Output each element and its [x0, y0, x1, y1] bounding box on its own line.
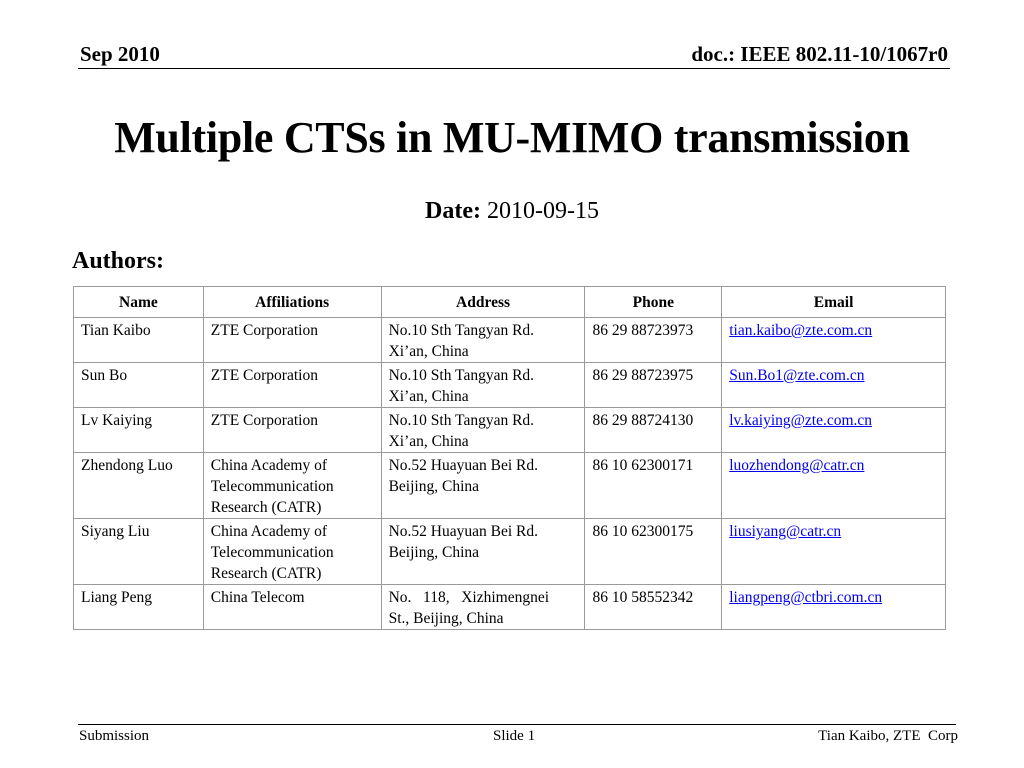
email-link[interactable]: liangpeng@ctbri.com.cn	[729, 589, 883, 606]
table-row	[74, 408, 946, 453]
col-header-email: Email	[722, 287, 946, 318]
header-date: Sep 2010	[80, 42, 160, 66]
header-doc-id: doc.: IEEE 802.11-10/1067r0	[691, 42, 948, 66]
affiliation-line: ZTE Corporation	[210, 367, 318, 384]
cell-phone: 86 10 62300171	[585, 453, 722, 519]
cell-affiliation	[203, 363, 381, 408]
table-row	[74, 363, 946, 408]
cell-address	[381, 408, 585, 453]
table-row	[74, 453, 946, 519]
affiliation-line: Telecommunication	[210, 478, 334, 495]
address-line: Xi’an, China	[388, 433, 469, 450]
table-row	[74, 318, 946, 363]
col-header-phone: Phone	[585, 287, 722, 318]
email-link[interactable]: tian.kaibo@zte.com.cn	[729, 322, 873, 339]
cell-affiliation	[203, 519, 381, 585]
slide-title: Multiple CTSs in MU-MIMO transmission	[114, 113, 910, 162]
cell-phone: 86 10 62300175	[585, 519, 722, 585]
address-line: St., Beijing, China	[388, 610, 504, 627]
email-link[interactable]: luozhendong@catr.cn	[729, 457, 865, 474]
cell-name: Siyang Liu	[74, 519, 204, 585]
footer-slide-number: Slide 1	[493, 728, 536, 744]
address-line: Xi’an, China	[388, 388, 469, 405]
date-label: Date:	[425, 198, 481, 224]
email-link[interactable]: lv.kaiying@zte.com.cn	[729, 412, 873, 429]
cell-name: Lv Kaiying	[74, 408, 204, 453]
col-header-name: Name	[74, 287, 204, 318]
address-line: No.10 Sth Tangyan Rd.	[388, 412, 535, 429]
affiliation-line: ZTE Corporation	[210, 412, 318, 429]
email-link[interactable]: Sun.Bo1@zte.com.cn	[729, 367, 865, 384]
cell-email	[722, 585, 946, 630]
affiliation-line: Research (CATR)	[210, 499, 322, 516]
table-row	[74, 585, 946, 630]
cell-address	[381, 453, 585, 519]
cell-email	[722, 363, 946, 408]
authors-table	[73, 286, 946, 630]
affiliation-line: Research (CATR)	[210, 565, 322, 582]
table-row	[74, 519, 946, 585]
cell-affiliation	[203, 408, 381, 453]
affiliation-line: China Telecom	[210, 589, 305, 606]
cell-address	[381, 585, 585, 630]
address-line: Beijing, China	[388, 478, 480, 495]
affiliation-line: ZTE Corporation	[210, 322, 318, 339]
affiliation-line: Telecommunication	[210, 544, 334, 561]
cell-name: Zhendong Luo	[74, 453, 204, 519]
affiliation-line: China Academy of	[210, 523, 327, 540]
footer-author: Tian Kaibo, ZTE Corp	[818, 728, 958, 744]
cell-name: Liang Peng	[74, 585, 204, 630]
cell-phone: 86 10 58552342	[585, 585, 722, 630]
address-line: No.10 Sth Tangyan Rd.	[388, 322, 535, 339]
cell-phone: 86 29 88724130	[585, 408, 722, 453]
cell-phone: 86 29 88723975	[585, 363, 722, 408]
cell-affiliation	[203, 318, 381, 363]
email-link[interactable]: liusiyang@catr.cn	[729, 523, 842, 540]
cell-email	[722, 453, 946, 519]
cell-name: Sun Bo	[74, 363, 204, 408]
cell-email	[722, 519, 946, 585]
address-line: No.10 Sth Tangyan Rd.	[388, 367, 535, 384]
cell-email	[722, 318, 946, 363]
footer-divider	[78, 724, 956, 725]
footer-submission: Submission	[79, 728, 150, 744]
cell-phone: 86 29 88723973	[585, 318, 722, 363]
col-header-address: Address	[381, 287, 585, 318]
address-line: No.52 Huayuan Bei Rd.	[388, 523, 538, 540]
date-line	[0, 198, 1024, 225]
authors-heading: Authors:	[72, 248, 165, 274]
col-header-affiliations: Affiliations	[203, 287, 381, 318]
affiliation-line: China Academy of	[210, 457, 327, 474]
table-header-row	[74, 287, 946, 318]
address-line: Xi’an, China	[388, 343, 469, 360]
cell-address	[381, 363, 585, 408]
header-divider	[78, 68, 950, 69]
cell-address	[381, 519, 585, 585]
address-line: Beijing, China	[388, 544, 480, 561]
cell-name: Tian Kaibo	[74, 318, 204, 363]
address-line: No.52 Huayuan Bei Rd.	[388, 457, 538, 474]
cell-email	[722, 408, 946, 453]
cell-address	[381, 318, 585, 363]
address-line: No. 118, Xizhimengnei	[388, 589, 550, 606]
cell-affiliation	[203, 453, 381, 519]
cell-affiliation	[203, 585, 381, 630]
date-value: 2010-09-15	[486, 198, 599, 224]
